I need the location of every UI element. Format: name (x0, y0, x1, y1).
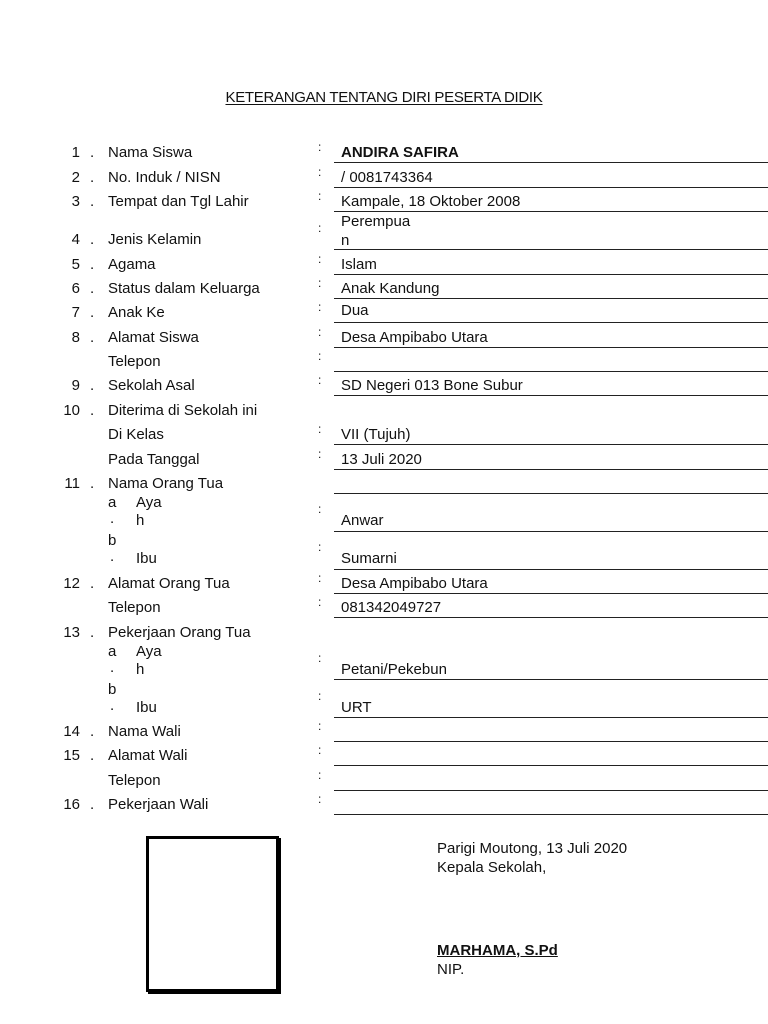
field-label: Diterima di Sekolah ini (108, 402, 258, 419)
field-colon: : (318, 349, 322, 363)
field-colon: : (318, 276, 322, 290)
sub-dot: . (110, 659, 115, 676)
field-value-line2: n (341, 232, 350, 249)
field-underline (334, 298, 768, 299)
sub-label-line1: Aya (136, 643, 162, 660)
field-colon: : (318, 221, 322, 235)
sub-label-line2: h (136, 512, 145, 529)
field-colon: : (318, 502, 322, 516)
field-value: URT (341, 699, 372, 716)
field-number: 4 (71, 231, 80, 248)
field-number: 13 (63, 624, 80, 641)
field-underline (334, 765, 768, 766)
field-underline (334, 322, 768, 323)
field-dot: . (90, 329, 95, 346)
field-underline (334, 371, 768, 372)
field-colon: : (318, 165, 322, 179)
field-value: 13 Juli 2020 (341, 451, 422, 468)
signature-position: Kepala Sekolah, (437, 859, 547, 876)
field-underline (334, 814, 768, 815)
field-underline (334, 593, 768, 594)
field-underline (334, 162, 768, 163)
field-number: 12 (63, 575, 80, 592)
field-number: 6 (71, 280, 80, 297)
field-label: Jenis Kelamin (108, 231, 202, 248)
field-colon: : (318, 373, 322, 387)
field-dot: . (90, 475, 95, 492)
field-number: 5 (71, 256, 80, 273)
field-colon: : (318, 571, 322, 585)
document-title: KETERANGAN TENTANG DIRI PESERTA DIDIK (225, 89, 543, 106)
sub-letter: b (108, 532, 117, 549)
field-colon: : (318, 325, 322, 339)
field-label: Nama Siswa (108, 144, 193, 161)
signature-nip: NIP. (437, 961, 465, 978)
field-label: Pada Tanggal (108, 451, 200, 468)
sub-label: Ibu (136, 699, 157, 716)
field-underline (334, 717, 768, 718)
sub-label-line2: h (136, 661, 145, 678)
field-dot: . (90, 169, 95, 186)
field-label: Alamat Orang Tua (108, 575, 230, 592)
field-dot: . (90, 575, 95, 592)
field-underline (334, 187, 768, 188)
field-value: VII (Tujuh) (341, 426, 411, 443)
field-value: Desa Ampibabo Utara (341, 575, 488, 592)
field-number: 10 (63, 402, 80, 419)
signature-place-date: Parigi Moutong, 13 Juli 2020 (437, 840, 628, 857)
field-colon: : (318, 768, 322, 782)
field-value: Dua (341, 302, 369, 319)
field-number: 3 (71, 193, 80, 210)
field-label: Status dalam Keluarga (108, 280, 260, 297)
field-label: Tempat dan Tgl Lahir (108, 193, 249, 210)
field-underline (334, 347, 768, 348)
field-number: 7 (71, 304, 80, 321)
signature-name: MARHAMA, S.Pd (437, 942, 558, 959)
sub-letter: a (108, 643, 117, 660)
field-number: 9 (71, 377, 80, 394)
field-label: Alamat Siswa (108, 329, 199, 346)
field-underline (334, 741, 768, 742)
field-underline (334, 211, 768, 212)
field-colon: : (318, 689, 322, 703)
field-label: Telepon (108, 772, 161, 789)
field-colon: : (318, 743, 322, 757)
field-value: Sumarni (341, 550, 397, 567)
field-dot: . (90, 377, 95, 394)
field-underline (334, 569, 768, 570)
field-underline (334, 249, 768, 250)
field-label: Pekerjaan Orang Tua (108, 624, 251, 641)
field-value: / 0081743364 (341, 169, 433, 186)
field-colon: : (318, 447, 322, 461)
field-underline (334, 444, 768, 445)
field-number: 2 (71, 169, 80, 186)
field-label: Anak Ke (108, 304, 165, 321)
field-value: Petani/Pekebun (341, 661, 447, 678)
field-colon: : (318, 540, 322, 554)
field-label: Di Kelas (108, 426, 164, 443)
sub-letter: b (108, 681, 117, 698)
field-underline (334, 395, 768, 396)
field-colon: : (318, 300, 322, 314)
field-number: 14 (63, 723, 80, 740)
field-value-line1: Perempua (341, 213, 411, 230)
field-label: Nama Orang Tua (108, 475, 224, 492)
field-label: No. Induk / NISN (108, 169, 221, 186)
field-number: 8 (71, 329, 80, 346)
field-dot: . (90, 280, 95, 297)
field-value: Anak Kandung (341, 280, 440, 297)
sub-label: Ibu (136, 550, 157, 567)
field-dot: . (90, 402, 95, 419)
field-label: Sekolah Asal (108, 377, 195, 394)
field-colon: : (318, 595, 322, 609)
field-underline (334, 617, 768, 618)
field-label: Nama Wali (108, 723, 181, 740)
field-underline (334, 274, 768, 275)
field-label: Pekerjaan Wali (108, 796, 209, 813)
field-colon: : (318, 651, 322, 665)
sub-dot: . (110, 510, 115, 527)
field-number: 15 (63, 747, 80, 764)
field-label: Alamat Wali (108, 747, 188, 764)
field-label: Telepon (108, 353, 161, 370)
field-dot: . (90, 256, 95, 273)
field-dot: . (90, 304, 95, 321)
field-colon: : (318, 792, 322, 806)
field-value: SD Negeri 013 Bone Subur (341, 377, 523, 394)
field-underline (334, 679, 768, 680)
field-underline (334, 790, 768, 791)
field-value: Kampale, 18 Oktober 2008 (341, 193, 521, 210)
field-value: ANDIRA SAFIRA (341, 144, 459, 161)
field-colon: : (318, 252, 322, 266)
field-colon: : (318, 140, 322, 154)
field-underline (334, 493, 768, 494)
field-number: 11 (64, 475, 80, 492)
field-colon: : (318, 719, 322, 733)
field-dot: . (90, 193, 95, 210)
sub-label-line1: Aya (136, 494, 162, 511)
field-dot: . (90, 144, 95, 161)
field-label: Telepon (108, 599, 161, 616)
field-colon: : (318, 189, 322, 203)
sub-dot: . (110, 697, 115, 714)
field-value: Islam (341, 256, 377, 273)
field-value: 081342049727 (341, 599, 442, 616)
field-dot: . (90, 747, 95, 764)
field-value: Desa Ampibabo Utara (341, 329, 488, 346)
field-colon: : (318, 422, 322, 436)
field-dot: . (90, 796, 95, 813)
field-underline (334, 531, 768, 532)
sub-dot: . (110, 548, 115, 565)
photo-frame (146, 836, 279, 992)
field-value: Anwar (341, 512, 384, 529)
sub-letter: a (108, 494, 117, 511)
field-dot: . (90, 231, 95, 248)
field-underline (334, 469, 768, 470)
field-number: 1 (71, 144, 80, 161)
field-dot: . (90, 723, 95, 740)
field-number: 16 (63, 796, 80, 813)
field-label: Agama (108, 256, 156, 273)
field-dot: . (90, 624, 95, 641)
